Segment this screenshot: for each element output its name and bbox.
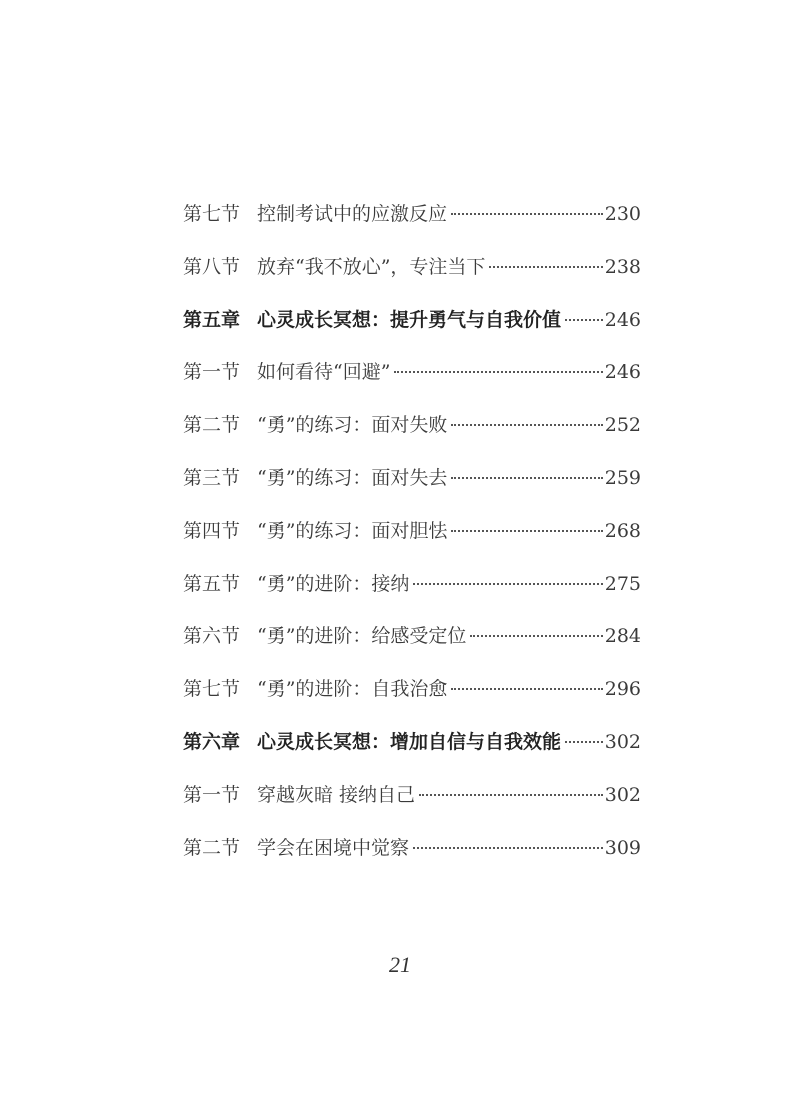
- toc-entry-page: 246: [604, 308, 641, 331]
- toc-chapter-label: 第五章: [183, 308, 241, 331]
- toc-entry[interactable]: [183, 568, 641, 621]
- toc-entry-title: 放弃“我不放心”，专注当下: [257, 255, 486, 278]
- toc-entry-label: 第一节: [183, 361, 241, 384]
- toc-entry-label: 第三节: [183, 466, 241, 489]
- toc-entry-title: “勇”的进阶：给感受定位: [257, 625, 467, 648]
- toc-entry-page: 302: [604, 783, 641, 806]
- toc-entry-title: “勇”的练习：面对失去: [257, 466, 448, 489]
- toc-chapter-label: 第六章: [183, 730, 241, 753]
- toc-entry-label: 第四节: [183, 519, 241, 542]
- dot-leader: [413, 847, 603, 849]
- toc-entry-page: 309: [604, 836, 641, 859]
- dot-leader: [470, 635, 602, 637]
- toc-entry[interactable]: [183, 462, 641, 515]
- toc-chapter-title: 心灵成长冥想：增加自信与自我效能: [257, 730, 562, 753]
- toc-entry-page: 230: [604, 203, 641, 225]
- dot-leader: [451, 530, 602, 532]
- toc-entry[interactable]: [183, 409, 641, 462]
- toc-entry-page: 252: [604, 414, 641, 437]
- toc-entry-label: 第五节: [183, 572, 241, 595]
- toc-entry-page: 238: [604, 255, 641, 278]
- page-number: 21: [389, 952, 411, 977]
- toc-chapter-entry[interactable]: [183, 726, 641, 779]
- dot-leader: [413, 583, 602, 585]
- toc-entry-label: 第二节: [183, 414, 241, 437]
- toc-entry-page: 284: [604, 625, 641, 648]
- toc-entry-label: 第六节: [183, 625, 241, 648]
- dot-leader: [565, 319, 603, 321]
- toc-entry[interactable]: [183, 251, 641, 304]
- toc-entry-page: 246: [604, 361, 641, 384]
- toc-entry-title: 穿越灰暗 接纳自己: [257, 783, 416, 806]
- toc-entry-label: 第一节: [183, 783, 241, 806]
- toc-entry-page: 259: [604, 466, 641, 489]
- toc-entry-label: 第七节: [183, 678, 241, 701]
- toc-entry-title: “勇”的练习：面对失败: [257, 414, 448, 437]
- toc-entry[interactable]: [183, 779, 641, 832]
- toc-entry-label: 第七节: [183, 203, 241, 225]
- toc-entry-label: 第二节: [183, 836, 241, 859]
- dot-leader: [394, 371, 602, 373]
- dot-leader: [451, 213, 603, 215]
- toc-entry-title: 如何看待“回避”: [257, 361, 391, 384]
- dot-leader: [451, 688, 602, 690]
- toc-entry[interactable]: [183, 620, 641, 673]
- toc-entry[interactable]: [183, 832, 641, 885]
- toc-entry-title: 学会在困境中觉察: [257, 836, 410, 859]
- dot-leader: [451, 477, 602, 479]
- toc-entry-page: 296: [604, 678, 641, 701]
- toc-entry-label: 第八节: [183, 255, 241, 278]
- toc-entry[interactable]: [183, 515, 641, 568]
- toc-entry-title: “勇”的进阶：自我治愈: [257, 678, 448, 701]
- toc-chapter-title: 心灵成长冥想：提升勇气与自我价值: [257, 308, 562, 331]
- table-of-contents: [183, 198, 641, 884]
- toc-entry-page: 275: [604, 572, 641, 595]
- toc-entry[interactable]: [183, 198, 641, 251]
- toc-entry-title: “勇”的练习：面对胆怯: [257, 519, 448, 542]
- toc-entry-title: 控制考试中的应激反应: [257, 203, 448, 225]
- toc-entry-title: “勇”的进阶：接纳: [257, 572, 410, 595]
- toc-entry[interactable]: [183, 673, 641, 726]
- dot-leader: [419, 794, 603, 796]
- toc-entry[interactable]: [183, 356, 641, 409]
- dot-leader: [565, 741, 603, 743]
- toc-entry-page: 302: [604, 730, 641, 753]
- dot-leader: [451, 424, 602, 426]
- toc-entry-page: 268: [604, 519, 641, 542]
- toc-chapter-entry[interactable]: [183, 304, 641, 357]
- dot-leader: [489, 266, 602, 268]
